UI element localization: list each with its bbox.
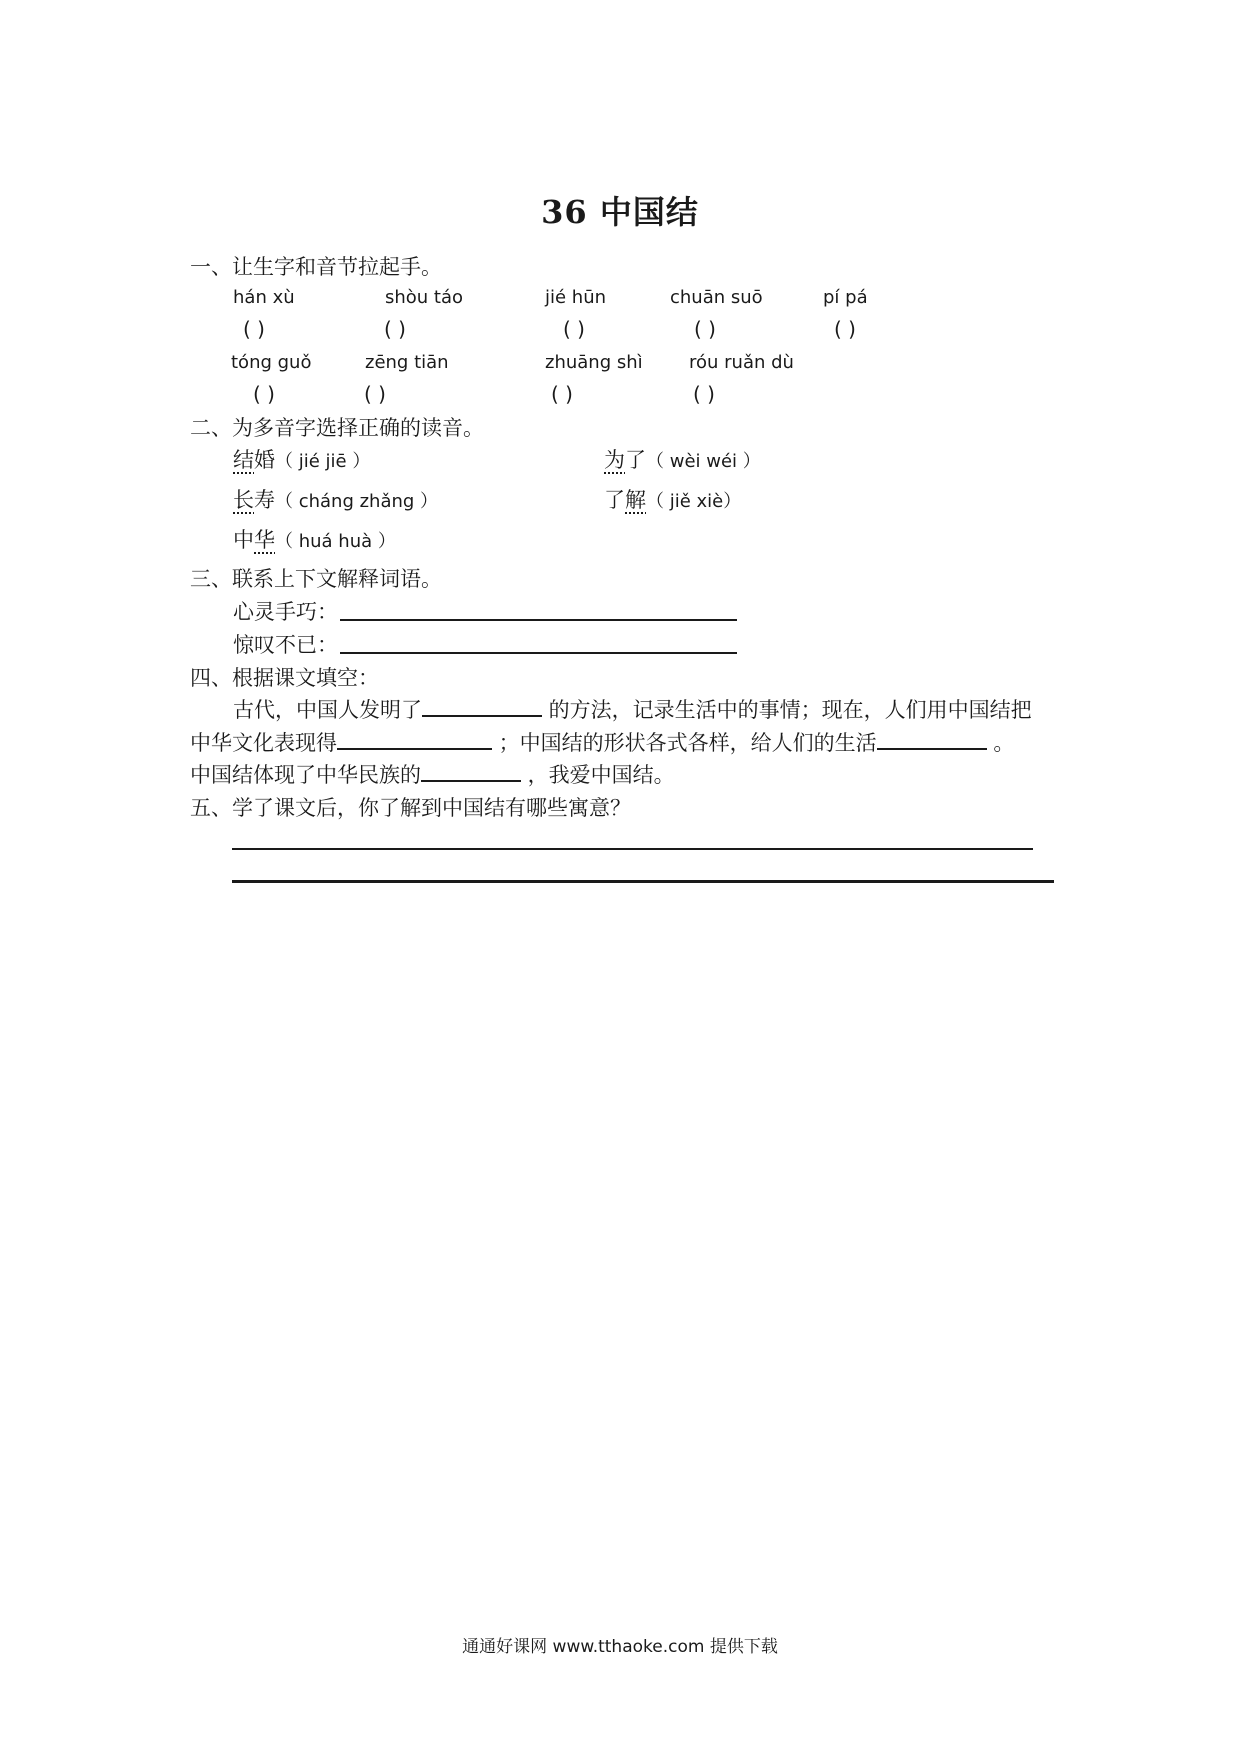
- pinyin-6: tóng guǒ: [231, 352, 312, 373]
- page-title: 36 中国结: [541, 193, 699, 231]
- pinyin-1: hán xù: [233, 287, 295, 308]
- blank-2[interactable]: [337, 730, 492, 750]
- target-char: 长: [233, 488, 254, 512]
- pinyin-3: jié hūn: [545, 287, 607, 308]
- section-five-heading: 五、学了课文后，你了解到中国结有哪些寓意？: [190, 796, 631, 820]
- pinyin-options[interactable]: （ jié jiē ）: [275, 451, 371, 472]
- sentence-text: ；中国结的形状各式各样，给人们的生活: [492, 731, 877, 755]
- footer-text: 通通好课网 www.tthaoke.com 提供下载: [462, 1637, 778, 1657]
- word-char: 了: [625, 448, 646, 472]
- answer-paren-9[interactable]: ( ): [693, 382, 715, 406]
- sentence-text: 的方法，记录生活中的事情；现在，人们用中国结把: [542, 698, 1032, 722]
- sentence-text: 中国结体现了中华民族的: [190, 763, 421, 787]
- sentence-text: ，我爱中国结。: [521, 763, 675, 787]
- target-char: 解: [625, 488, 646, 512]
- pinyin-9: róu ruǎn dù: [689, 352, 794, 373]
- pinyin-7: zēng tiān: [365, 352, 449, 373]
- word-char: 中: [233, 528, 254, 552]
- answer-paren-8[interactable]: ( ): [551, 382, 573, 406]
- word-char: 了: [604, 488, 625, 512]
- answer-line-3[interactable]: [232, 848, 1033, 850]
- answer-paren-1[interactable]: ( ): [243, 317, 265, 341]
- pinyin-options[interactable]: （ wèi wéi ）: [646, 451, 761, 472]
- target-char: 华: [254, 528, 275, 552]
- sentence-text: 中华文化表现得: [190, 731, 337, 755]
- target-char: 结: [233, 448, 254, 472]
- answer-paren-5[interactable]: ( ): [834, 317, 856, 341]
- pinyin-4: chuān suō: [670, 287, 763, 308]
- section-three-heading: 三、联系上下文解释词语。: [190, 567, 442, 591]
- sentence-text: 古代，中国人发明了: [233, 698, 422, 722]
- answer-line-1[interactable]: [340, 619, 737, 621]
- fill-sentence-2: [190, 730, 1014, 756]
- answer-paren-2[interactable]: ( ): [384, 317, 406, 341]
- target-char: 为: [604, 448, 625, 472]
- answer-line-2[interactable]: [340, 652, 737, 654]
- section-four-heading: 四、根据课文填空：: [190, 666, 379, 690]
- answer-line-4[interactable]: [232, 880, 1054, 883]
- pinyin-8: zhuāng shì: [545, 352, 643, 373]
- fill-sentence-3: [190, 762, 675, 788]
- section-one-heading: 一、让生字和音节拉起手。: [190, 255, 442, 279]
- polyphone-item-3: [233, 487, 438, 513]
- polyphone-item-1: [233, 447, 370, 473]
- answer-paren-4[interactable]: ( ): [694, 317, 716, 341]
- blank-3[interactable]: [877, 730, 987, 750]
- polyphone-item-4: [604, 487, 741, 513]
- fill-sentence-1: [233, 697, 1032, 723]
- term-label-1: 心灵手巧：: [233, 600, 338, 624]
- blank-4[interactable]: [421, 762, 521, 782]
- pinyin-2: shòu táo: [385, 287, 464, 308]
- sentence-text: 。: [986, 731, 1015, 755]
- term-label-2: 惊叹不已：: [233, 633, 338, 657]
- pinyin-5: pí pá: [823, 287, 868, 308]
- pinyin-options[interactable]: （ cháng zhǎng ）: [275, 491, 439, 512]
- word-char: 寿: [254, 488, 275, 512]
- word-char: 婚: [254, 448, 275, 472]
- section-two-heading: 二、为多音字选择正确的读音。: [190, 416, 484, 440]
- polyphone-item-5: [233, 527, 396, 553]
- polyphone-item-2: [604, 447, 761, 473]
- pinyin-options[interactable]: （ huá huà ）: [275, 531, 396, 552]
- pinyin-options[interactable]: （ jiě xiè）: [646, 491, 742, 512]
- answer-paren-6[interactable]: ( ): [253, 382, 275, 406]
- answer-paren-7[interactable]: ( ): [364, 382, 386, 406]
- blank-1[interactable]: [422, 697, 542, 717]
- answer-paren-3[interactable]: ( ): [563, 317, 585, 341]
